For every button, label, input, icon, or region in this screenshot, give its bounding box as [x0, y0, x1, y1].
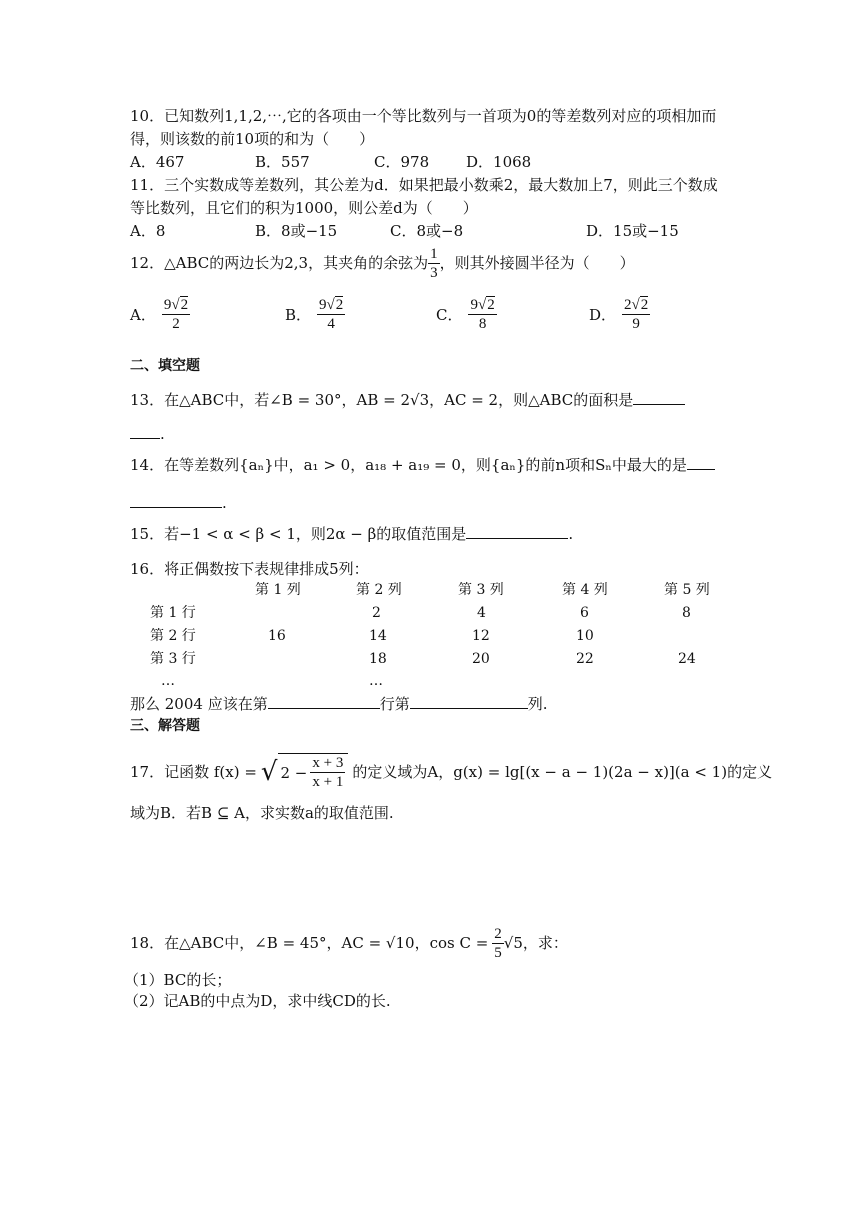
- q14-text: 14．在等差数列{aₙ}中，a₁ > 0，a₁₈ + a₁₉ = 0，则{aₙ}的前n项和Sₙ中最大的是: [130, 456, 687, 474]
- q13-line2: [130, 424, 165, 444]
- q12-prefix: 12．△ABC的两边长为2,3，其夹角的余弦为: [130, 254, 429, 272]
- q17-sqrt-lead: 2 −: [280, 763, 308, 782]
- q18-sub2: （2）记AB的中点为D，求中线CD的长.: [124, 992, 391, 1010]
- q13-end: .: [160, 425, 165, 443]
- q17-line1: [130, 750, 772, 794]
- frac-coef: 9: [470, 297, 478, 313]
- q17-frac-den: x + 1: [312, 774, 344, 790]
- q18-fraction: [492, 925, 504, 962]
- option-fraction: $\frac{9√2}{8}$: [470, 297, 495, 332]
- table-cell: 2: [372, 605, 381, 621]
- q12-option-b: [285, 296, 345, 333]
- option-fraction: $\frac{2√2}{9}$: [624, 297, 649, 332]
- q17-frac-num: x + 3: [312, 755, 344, 771]
- q10-option-d: D．1068: [466, 153, 532, 171]
- q16-tail-c: 列.: [527, 695, 548, 713]
- answer-blank: [687, 455, 715, 470]
- answer-blank: [130, 493, 222, 508]
- q10-option-c: C．978: [374, 153, 430, 171]
- frac-den: 4: [327, 316, 335, 332]
- option-label: B．: [285, 305, 312, 324]
- answer-blank: [410, 694, 528, 709]
- q17-fraction: [310, 754, 345, 791]
- option-fraction: $\frac{9√2}{2}$: [163, 297, 189, 332]
- frac-den: 9: [632, 316, 640, 332]
- frac-radicand: 2: [335, 297, 344, 313]
- q14-line2: [130, 493, 227, 513]
- frac-radicand: 2: [640, 297, 649, 313]
- q17-line2: 域为B．若B ⊆ A，求实数a的取值范围.: [130, 804, 394, 822]
- answer-blank: [466, 524, 568, 539]
- q18-line1: [130, 921, 568, 965]
- q11-option-a: A．8: [130, 222, 166, 240]
- answer-blank: [130, 424, 160, 439]
- q17-radicand: [278, 753, 349, 791]
- option-label: D．: [589, 305, 617, 324]
- q13-text: 13．在△ABC中，若∠B = 30°，AB = 2√3，AC = 2，则△ABC的面积是: [130, 391, 634, 409]
- q13-line1: [130, 390, 685, 410]
- table-cell: 18: [369, 651, 387, 667]
- option-label: A．: [130, 305, 156, 324]
- table-col-header: 第 3 列: [458, 582, 504, 598]
- q17-prefix: 17．记函数 f(x) =: [130, 763, 257, 781]
- frac-radicand: 2: [180, 297, 189, 313]
- q18-frac-num: 2: [494, 925, 502, 942]
- table-col-header: 第 4 列: [562, 582, 608, 598]
- q15-end: .: [568, 525, 574, 543]
- q11-option-b: B．8或−15: [255, 222, 338, 240]
- q12-stem: [130, 243, 635, 283]
- q16-line1: 16．将正偶数按下表规律排成5列：: [130, 560, 369, 578]
- q12-option-c: [436, 296, 497, 333]
- table-row-label: …: [161, 673, 175, 689]
- q15-line: [130, 524, 573, 544]
- option-label: C．: [436, 305, 463, 324]
- frac-coef: 2: [624, 297, 632, 313]
- frac-coef: 9: [163, 297, 172, 313]
- q11-option-c: C．8或−8: [390, 222, 464, 240]
- q11-option-d: D．15或−15: [586, 222, 679, 240]
- table-cell: 6: [580, 605, 589, 621]
- q18-sub1: （1）BC的长；: [124, 971, 232, 989]
- table-cell: 20: [472, 651, 490, 667]
- section-heading-solutions: 三、解答题: [130, 718, 200, 734]
- answer-blank: [268, 694, 380, 709]
- q12-frac-den: 3: [430, 264, 438, 281]
- q14-line1: [130, 455, 715, 475]
- frac-coef: 9: [319, 297, 327, 313]
- table-row-label: 第 2 行: [150, 628, 196, 644]
- q10-option-a: A．467: [130, 153, 185, 171]
- table-cell: 10: [576, 628, 594, 644]
- q18-after-frac: √5，求：: [503, 934, 568, 952]
- q17-middle: 的定义域为A，g(x) = lg[(x − a − 1)(2a − x)](a < 1)的定义: [352, 763, 773, 781]
- table-cell: 12: [472, 628, 490, 644]
- q15-text: 15．若−1 < α < β < 1，则2α − β的取值范围是: [130, 525, 467, 543]
- q10-option-b: B．557: [255, 153, 310, 171]
- q18-frac-den: 5: [494, 944, 502, 961]
- table-cell: 8: [682, 605, 691, 621]
- q12-option-d: [589, 296, 650, 333]
- section-heading-fill-in: 二、填空题: [130, 358, 200, 374]
- table-cell: 4: [477, 605, 486, 621]
- q16-tail-a: 那么 2004 应该在第: [130, 695, 268, 713]
- radical-sign: √: [260, 757, 278, 787]
- answer-blank: [633, 390, 685, 405]
- frac-den: 8: [478, 316, 487, 332]
- table-col-header: 第 1 列: [255, 582, 301, 598]
- q12-suffix: ，则其外接圆半径为（ ）: [439, 254, 635, 272]
- option-fraction: $\frac{9√2}{4}$: [319, 297, 344, 332]
- q12-frac-num: 1: [430, 245, 438, 262]
- frac-den: 2: [172, 316, 180, 332]
- table-row-label: 第 1 行: [150, 605, 196, 621]
- q16-tail-b: 行第: [379, 695, 410, 713]
- table-col-header: 第 5 列: [664, 582, 710, 598]
- q11-line2: 等比数列，且它们的积为1000，则公差d为（ ）: [130, 199, 478, 217]
- table-cell: 24: [678, 651, 696, 667]
- q12-option-a: [130, 296, 190, 333]
- q11-line1: 11．三个实数成等差数列，其公差为d．如果把最小数乘2，最大数加上7，则此三个数成: [130, 176, 718, 194]
- table-cell: 22: [576, 651, 594, 667]
- table-cell: 16: [268, 628, 286, 644]
- q12-fraction: [428, 245, 440, 282]
- table-cell: …: [369, 673, 383, 689]
- q14-end: .: [222, 494, 227, 512]
- frac-radicand: 2: [487, 297, 495, 313]
- table-col-header: 第 2 列: [356, 582, 402, 598]
- table-cell: 14: [369, 628, 387, 644]
- q10-line2: 得，则该数的前10项的和为（ ）: [130, 130, 375, 148]
- table-row-label: 第 3 行: [150, 651, 196, 667]
- q10-line1: 10．已知数列1,1,2,⋯,它的各项由一个等比数列与一首项为0的等差数列对应的项相加而: [130, 107, 717, 125]
- q16-tail: [130, 694, 548, 714]
- q18-prefix: 18．在△ABC中，∠B = 45°，AC = √10，cos C =: [130, 934, 489, 952]
